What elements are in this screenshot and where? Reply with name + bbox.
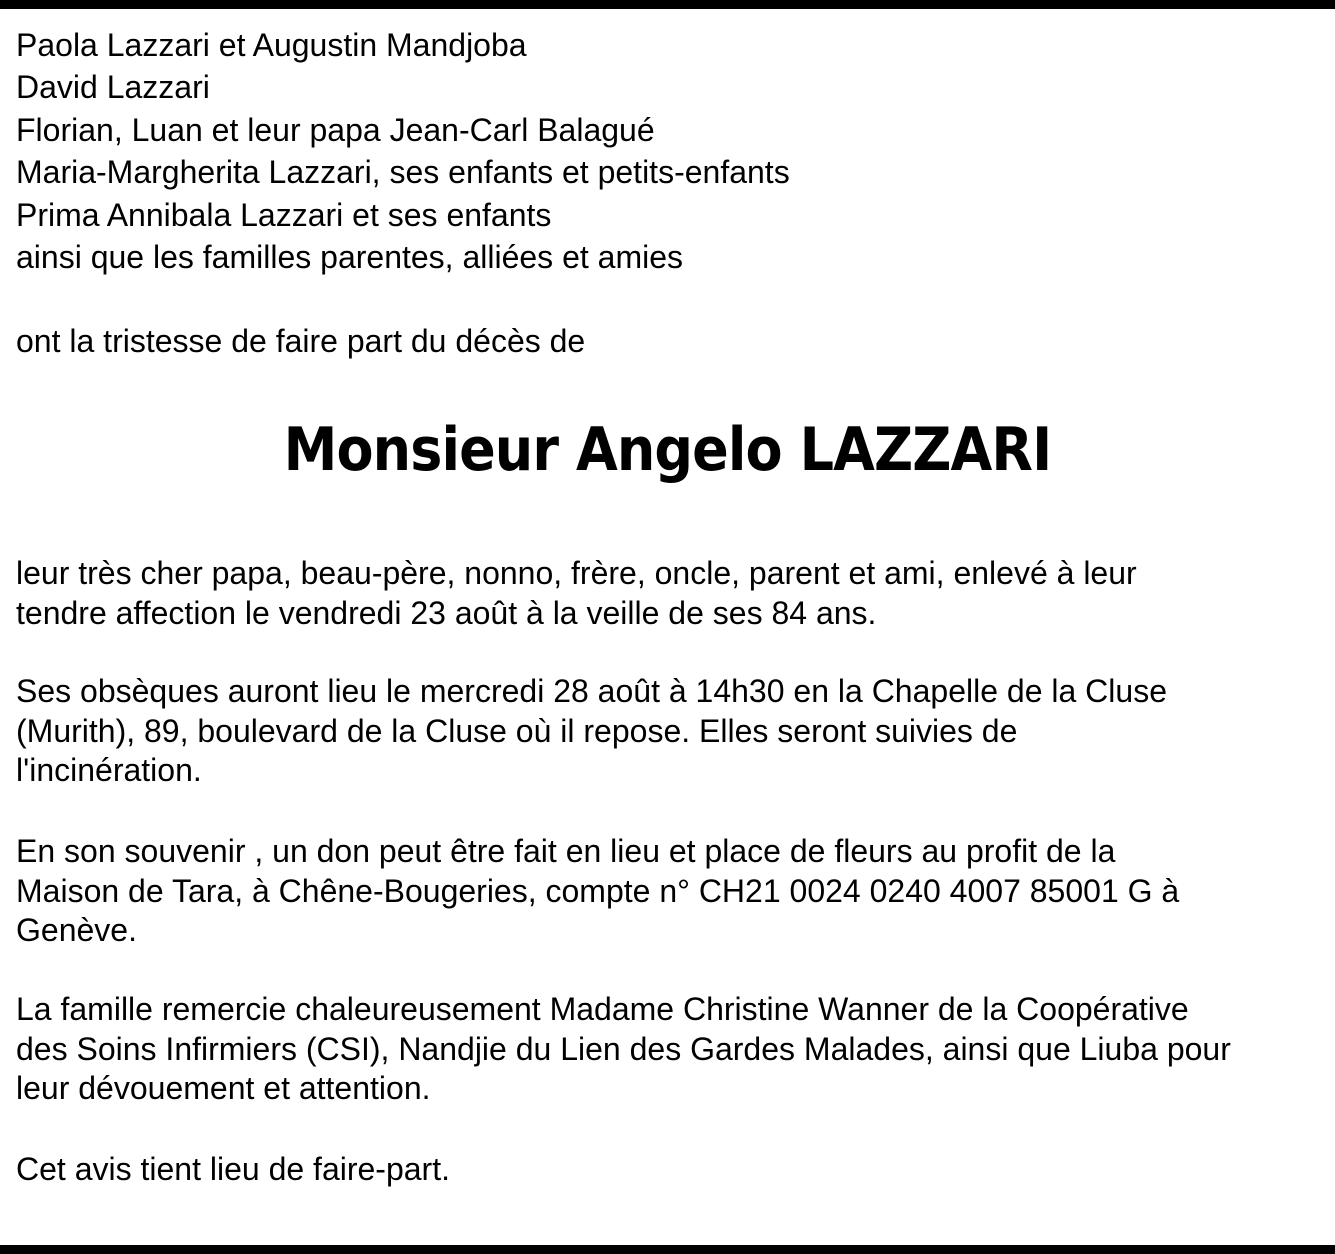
- family-line: Maria-Margherita Lazzari, ses enfants et petits-enfants: [16, 154, 790, 191]
- family-line: ainsi que les familles parentes, alliées et amies: [16, 239, 683, 276]
- paragraph-line: leur très cher papa, beau-père, nonno, frère, oncle, parent et ami, enlevé à leur: [16, 555, 1137, 591]
- paragraph-funeral: [16, 672, 1326, 791]
- paragraph-line: (Murith), 89, boulevard de la Cluse où il repose. Elles seront suivies de: [16, 712, 1018, 749]
- paragraph-tribute: [16, 554, 1326, 633]
- paragraph-line: des Soins Infirmiers (CSI), Nandjie du Lien des Gardes Malades, ainsi que Liuba pour: [16, 1030, 1231, 1067]
- paragraph-line: En son souvenir , un don peut être fait en lieu et place de fleurs au profit de la: [16, 833, 1116, 869]
- family-line: Florian, Luan et leur papa Jean-Carl Balagué: [16, 111, 655, 148]
- paragraph-line: Ses obsèques auront lieu le mercredi 28 août à 14h30 en la Chapelle de la Cluse: [16, 673, 1167, 709]
- paragraph-line: Cet avis tient lieu de faire-part.: [16, 1151, 450, 1187]
- paragraph-donation: [16, 832, 1326, 951]
- family-line: Paola Lazzari et Augustin Mandjoba: [16, 27, 527, 63]
- paragraph-line: tendre affection le vendredi 23 août à la veille de ses 84 ans.: [16, 594, 877, 631]
- bottom-rule: [0, 1245, 1335, 1254]
- paragraph-line: La famille remercie chaleureusement Madame Christine Wanner de la Coopérative: [16, 991, 1189, 1027]
- paragraph-line: leur dévouement et attention.: [16, 1070, 431, 1107]
- deceased-name: Monsieur Angelo LAZZARI: [283, 415, 1052, 485]
- paragraph-line: Genève.: [16, 912, 137, 949]
- family-line: Prima Annibala Lazzari et ses enfants: [16, 196, 552, 233]
- paragraph-closing: [16, 1150, 1326, 1190]
- family-list: [16, 24, 1326, 363]
- paragraph-thanks: [16, 990, 1326, 1109]
- paragraph-line: Maison de Tara, à Chêne-Bougeries, compte n° CH21 0024 0240 4007 85001 G à: [16, 872, 1180, 909]
- announcement-text: ont la tristesse de faire part du décès de: [16, 323, 586, 360]
- top-rule: [0, 0, 1335, 9]
- title-container: [0, 410, 1335, 490]
- paragraph-line: l'incinération.: [16, 752, 202, 789]
- family-line: David Lazzari: [16, 69, 210, 106]
